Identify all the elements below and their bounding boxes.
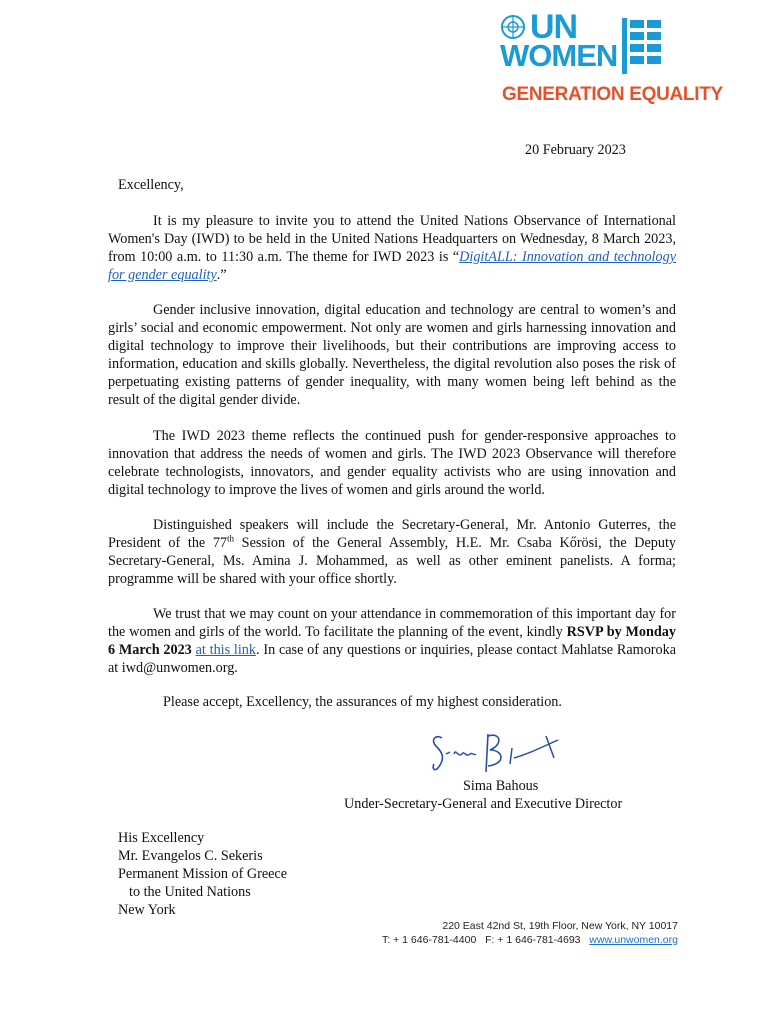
un-women-logo: [500, 8, 723, 108]
p5-text-a: We trust that we may count on your attendance in commemoration of this important day for the women and girls of the world. To facilitate the planning of the event, kindly: [108, 606, 676, 640]
p1-end: .”: [216, 267, 227, 283]
p3-text: The IWD 2023 theme reflects the continued push for gender-responsive approaches to innovation that address the needs of women and girls. The IWD 2023 Observance will therefore celebrate technologists, innovators, and gender equality activists who are using innovation and digital technology to improve the lives of women and girls around the world.: [108, 428, 676, 498]
footer-website-link[interactable]: www.unwomen.org: [589, 934, 678, 946]
footer: [338, 919, 678, 947]
rsvp-deadline: RSVP by Monday 6 March 2023: [108, 624, 676, 658]
paragraph-rsvp: [108, 605, 676, 677]
salutation: Excellency,: [118, 177, 184, 193]
signer-title: Under-Secretary-General and Executive Director: [344, 796, 623, 812]
paragraph-digital-education: [108, 301, 676, 409]
footer-address: 220 East 42nd St, 19th Floor, New York, NY 10017: [442, 920, 678, 932]
footer-phone: T: + 1 646-781-4400: [382, 934, 477, 946]
p4-text-b: Session of the General Assembly, H.E. Mr. Csaba Kőrösi, the Deputy Secretary-General, Ms. Amina J. Mohammed, as well as other eminent panelists. A forma; programme will be shared with your office shortly.: [108, 535, 677, 587]
p4-sup: th: [227, 533, 235, 544]
un-emblem-icon: [500, 14, 526, 40]
logo-tagline: GENERATION EQUALITY: [502, 84, 723, 105]
logo-un-text: UN: [530, 8, 578, 46]
recipient-line: Permanent Mission of Greece: [118, 866, 288, 882]
iwd-theme-link[interactable]: DigitALL: Innovation and technology for gender equality: [108, 249, 676, 283]
p5-text-b: . In case of any questions or inquiries, please contact Mahlatse Ramoroka at iwd@unwomen.org.: [108, 642, 676, 676]
footer-fax: F: + 1 646-781-4693: [485, 934, 581, 946]
signer-name: Sima Bahous: [463, 778, 539, 794]
recipient-line: to the United Nations: [129, 884, 251, 900]
p4-text-a: Distinguished speakers will include the Secretary-General, Mr. Antonio Guterres, the President of the 77: [108, 517, 676, 551]
paragraph-invitation: [108, 212, 676, 284]
closing-line: Please accept, Excellency, the assurances of my highest consideration.: [163, 694, 562, 710]
recipient-line: Mr. Evangelos C. Sekeris: [118, 848, 263, 864]
paragraph-theme: [108, 427, 676, 499]
recipient-line: New York: [118, 902, 176, 918]
recipient-address: [118, 829, 287, 919]
p1-text: It is my pleasure to invite you to attend the United Nations Observance of International Women's Day (IWD) to be held in the United Nations Headquarters on Wednesday, 8 March 2023, from 10:00 a.m. to 11:30 a.m. The theme for IWD 2023 is “: [108, 213, 676, 265]
logo-women-text: WOMEN: [500, 38, 618, 73]
handwritten-signature: [428, 728, 563, 778]
recipient-line: His Excellency: [118, 830, 205, 846]
equality-bars-icon: [622, 16, 664, 74]
rsvp-link[interactable]: at this link: [195, 642, 256, 658]
letter-date: 20 February 2023: [525, 142, 626, 158]
p2-text: Gender inclusive innovation, digital education and technology are central to women’s and girls’ social and economic empowerment. Not only are women and girls harnessing innovation and digital technology to improve their livelihoods, but their contributions are improving access to information, education and skills globally. Nevertheless, the digital revolution also poses the risk of perpetuating existing patterns of gender inequality, with many women being left behind as the result of the digital gender divide.: [108, 302, 676, 408]
paragraph-speakers: [108, 516, 676, 588]
